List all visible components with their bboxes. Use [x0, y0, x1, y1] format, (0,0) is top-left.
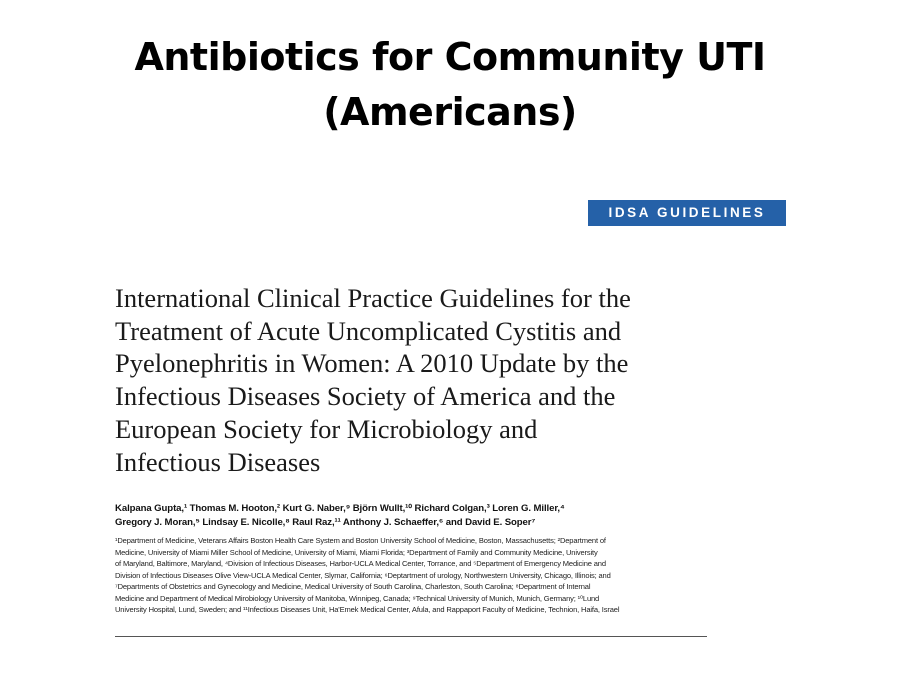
author-line: Kalpana Gupta,¹ Thomas M. Hooton,² Kurt G. Naber,⁹ Björn Wullt,¹⁰ Richard Colgan,³ Loren G. Miller,⁴ [115, 503, 565, 514]
author-line: Gregory J. Moran,⁵ Lindsay E. Nicolle,⁸ Raul Raz,¹¹ Anthony J. Schaeffer,⁶ and David E. Soper⁷ [115, 517, 536, 528]
affiliations [115, 535, 715, 616]
slide-title-line: (Americans) [323, 90, 577, 134]
affiliation-line: Division of Infectious Diseases Olive View-UCLA Medical Center, Slymar, California; ⁶Deptartment of urology, Northwestern University, Chicago, Illinois; and [115, 570, 611, 580]
paper-title-line: Infectious Diseases Society of America and the [115, 381, 616, 412]
paper-title-line: Pyelonephritis in Women: A 2010 Update by the [115, 348, 629, 379]
idsa-guidelines-badge: IDSA GUIDELINES [588, 200, 786, 226]
affiliation-line: ⁷Departments of Obstetrics and Gynecology and Medicine, Medical University of South Carolina, Charleston, South Carolina; ⁸Department of Internal [115, 582, 591, 591]
affiliation-line: of Maryland, Baltimore, Maryland, ⁴Division of Infectious Diseases, Harbor-UCLA Medical Center, Torrance, and ⁵Department of Emergency Medicine and [115, 559, 606, 568]
affiliation-line: Medicine and Department of Medical Mirobiology University of Manitoba, Winnipeg, Canada; ⁹Technical University of Munich, Munich, Germany; ¹⁰Lund [115, 593, 600, 603]
affiliation-line: Medicine, University of Miami Miller School of Medicine, University of Miami, Miami Florida; ³Department of Family and Community Medicine, University [115, 547, 598, 557]
author-list [115, 502, 735, 530]
slide-title [0, 30, 900, 140]
paper-title-line: Infectious Diseases [115, 446, 321, 477]
slide-title-line: Antibiotics for Community UTI [134, 35, 766, 79]
affiliation-line: ¹Department of Medicine, Veterans Affairs Boston Health Care System and Boston University School of Medicine, Boston, Massachusetts; ²Department of [115, 536, 606, 545]
paper-title [115, 282, 755, 478]
bottom-divider [115, 636, 707, 637]
paper-title-line: International Clinical Practice Guidelines for the [115, 283, 631, 313]
affiliation-line: University Hospital, Lund, Sweden; and ¹¹Infectious Diseases Unit, Ha'Emek Medical Center, Afula, and Rappaport Faculty of Medicine, Technion, Haifa, Israel [115, 605, 620, 614]
paper-title-line: European Society for Microbiology and [115, 413, 538, 444]
paper-title-line: Treatment of Acute Uncomplicated Cystitis and [115, 315, 622, 346]
